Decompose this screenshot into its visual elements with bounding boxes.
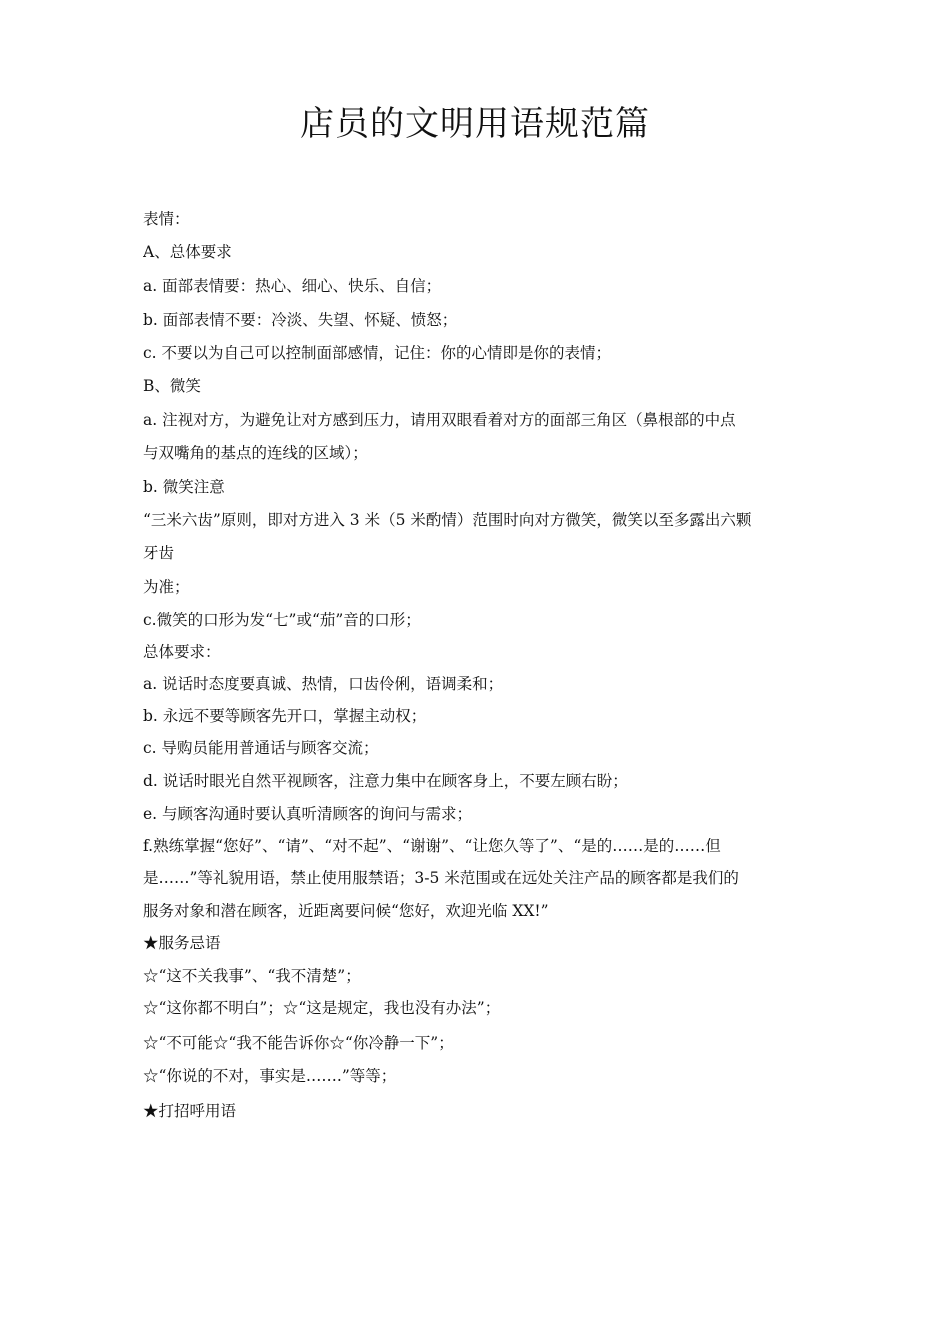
text-line: ★服务忌语 xyxy=(143,934,221,952)
text-line: 服务对象和潜在顾客，近距离要问候“您好，欢迎光临 XX!” xyxy=(143,902,549,920)
text-line: f.熟练掌握“您好”、“请”、“对不起”、“谢谢”、“让您久等了”、“是的……是的……但 xyxy=(143,837,721,855)
text-line: b. 微笑注意 xyxy=(143,478,225,496)
page-title: 店员的文明用语规范篇 xyxy=(300,104,650,144)
text-line: ☆“这不关我事”、“我不清楚”； xyxy=(143,967,361,985)
text-line: c. 不要以为自己可以控制面部感情，记住：你的心情即是你的表情； xyxy=(143,344,612,362)
text-line: ☆“不可能☆“我不能告诉你☆“你冷静一下”； xyxy=(143,1034,454,1052)
text-line: B、微笑 xyxy=(143,377,201,395)
text-line: a. 面部表情要：热心、细心、快乐、自信； xyxy=(143,277,442,295)
text-line: a. 说话时态度要真诚、热情，口齿伶俐，语调柔和； xyxy=(143,675,504,693)
text-line: a. 注视对方，为避免让对方感到压力，请用双眼看着对方的面部三角区（鼻根部的中点 xyxy=(143,411,736,429)
text-line: 是……”等礼貌用语，禁止使用服禁语；3-5 米范围或在远处关注产品的顾客都是我们的 xyxy=(143,869,739,887)
text-line: “三米六齿”原则，即对方进入 3 米（5 米酌情）范围时向对方微笑，微笑以至多露出六颗 xyxy=(143,511,752,529)
text-line: b. 面部表情不要：冷淡、失望、怀疑、愤怒； xyxy=(143,311,458,329)
text-line: ☆“你说的不对，事实是…….”等等； xyxy=(143,1067,397,1085)
text-line: 牙齿 xyxy=(143,544,175,562)
text-line: e. 与顾客沟通时要认真听清顾客的询问与需求； xyxy=(143,805,473,823)
text-line: 总体要求： xyxy=(143,643,221,661)
text-line: c. 导购员能用普通话与顾客交流； xyxy=(143,739,379,757)
text-line: 为准； xyxy=(143,578,190,596)
text-line: ☆“这你都不明白”；☆“这是规定，我也没有办法”； xyxy=(143,999,501,1017)
text-line: A、总体要求 xyxy=(143,243,232,261)
text-line: c.微笑的口形为发“七”或“茄”音的口形； xyxy=(143,611,421,629)
text-line: ★打招呼用语 xyxy=(143,1102,237,1120)
text-line: 与双嘴角的基点的连线的区域）； xyxy=(143,444,368,462)
text-line: d. 说话时眼光自然平视顾客，注意力集中在顾客身上，不要左顾右盼； xyxy=(143,772,628,790)
text-line: 表情： xyxy=(143,210,190,228)
text-line: b. 永远不要等顾客先开口，掌握主动权； xyxy=(143,707,427,725)
